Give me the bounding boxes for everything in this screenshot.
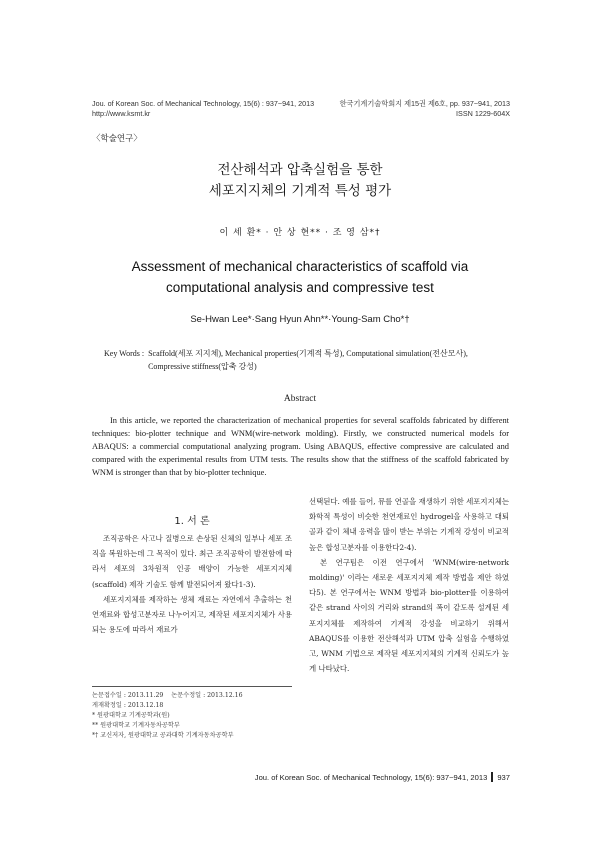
intro-paragraph-4: 본 연구팀은 이전 연구에서 'WNM(wire-network molding)' 이라는 새로운 세포지지체 제작 방법을 제안 하였다5). 본 연구에서는 WNM 방법과 bio-plotter를 이용하여 같은 strand 사이의 거리와 strand의 폭이 같도록 설계된 세포지지체를 제작하여 기계적 강성을 비교하기 위해서 ABAQUS를 이용한 전산해석과 UTM 압축 실험을 수행하였고, WNM 기법으로 제작된 세포지지체의 기계적 신뢰도가 높게 나타났다. [309, 557, 509, 674]
abstract-text: In this article, we reported the characterization of mechanical properties for several scaffolds fabricated by different techniques: bio-plotter technique and WNM(wire-network molding). Firstly, we constructed numerical models for ABAQUS: a commercial computational analyzing program. Using ABAQUS, effective compressive are calculated and compared with the experimental results from UTM tests. The results show that the stiffness of the scaffold fabricated by WNM is stronger than that by bio-plotter technique. [92, 416, 509, 477]
title-korean-line-1: 전산해석과 압축실험을 통한 [217, 162, 383, 178]
authors-english: Se-Hwan Lee*·Sang Hyun Ahn**·Young-Sam Cho*† [190, 314, 410, 325]
footnote-corresponding: *† 교신저자, 원광대학교 공과대학 기계자동차공학부 [92, 732, 234, 739]
page-number: 937 [497, 772, 510, 782]
revised-date: 논문수정일 : 2013.12.16 [171, 692, 243, 699]
intro-right-column [309, 494, 509, 676]
footnote-divider [92, 686, 292, 687]
title-english-line-1: Assessment of mechanical characteristics of scaffold via [131, 259, 469, 274]
keywords [104, 347, 524, 373]
title-english-line-2: computational analysis and compressive test [166, 280, 434, 295]
footer-citation: Jou. of Korean Soc. of Mechanical Technology, 15(6): 937~941, 2013 [254, 772, 488, 782]
journal-citation-right: 한국기계기술학회지 제15권 제6호, pp. 937~941, 2013 [339, 99, 510, 108]
keywords-label: Key Words : [104, 349, 145, 358]
page-footer [255, 772, 510, 782]
received-date: 논문접수일 : 2013.11.29 [92, 692, 164, 699]
intro-paragraph-2: 세포지지체를 제작하는 생체 재료는 자연에서 추출하는 천연재료와 합성고분자로 나누어지고, 제작된 세포지지체가 사용되는 용도에 따라서 재료가 [92, 594, 292, 635]
section-heading-introduction: 1. 서 론 [174, 516, 210, 527]
accepted-date: 게재확정일 : 2013.12.18 [92, 702, 164, 709]
journal-url[interactable]: http://www.ksmt.kr [92, 108, 151, 118]
title-korean-line-2: 세포지지체의 기계적 특성 평가 [208, 183, 392, 199]
footnote-affiliation-2: ** 원광대학교 기계자동차공학부 [92, 722, 180, 729]
footnote-affiliation-1: * 원광대학교 기계공학과(원) [92, 712, 170, 719]
intro-paragraph-3: 선택된다. 예를 들어, 뮤를 연골을 재생하기 위한 세포지지체는 화학적 특성이 비슷한 천연재료인 hydrogel을 사용하고 대퇴골과 같이 체내 응력을 많이 받는 부위는 기계적 강성이 비교적 높은 합성고분자를 이용한다2-4). [309, 497, 509, 552]
keywords-line-1: Scaffold(세포 지지체), Mechanical properties(기계적 특성), Computational simulation(전산모사), [148, 349, 468, 358]
footnotes [92, 691, 302, 741]
journal-header-left [92, 99, 314, 118]
issn: ISSN 1229-604X [456, 108, 510, 118]
keywords-line-2: Compressive stiffness(압축 강성) [148, 362, 257, 371]
intro-left-column [92, 531, 292, 637]
article-category: 〈학술연구〉 [92, 134, 142, 144]
journal-header-right [340, 99, 510, 118]
journal-citation-left: Jou. of Korean Soc. of Mechanical Technology, 15(6) : 937~941, 2013 [92, 99, 315, 108]
authors-korean: 이 세 환* · 안 상 현** · 조 영 삼*† [219, 228, 381, 238]
title-english [0, 256, 600, 298]
intro-paragraph-1: 조직공학은 사고나 질병으로 손상된 신체의 일부나 세포 조직을 복원하는데 그 목적이 있다. 최근 조직공학이 발전함에 따라서 세포의 3차원적 인공 배양이 가능한 세포지지체(scaffold) 제작 기술도 함께 발전되어져 왔다1-3). [92, 534, 292, 589]
footer-separator [491, 772, 493, 782]
abstract-heading: Abstract [283, 394, 317, 404]
title-korean [0, 160, 600, 202]
